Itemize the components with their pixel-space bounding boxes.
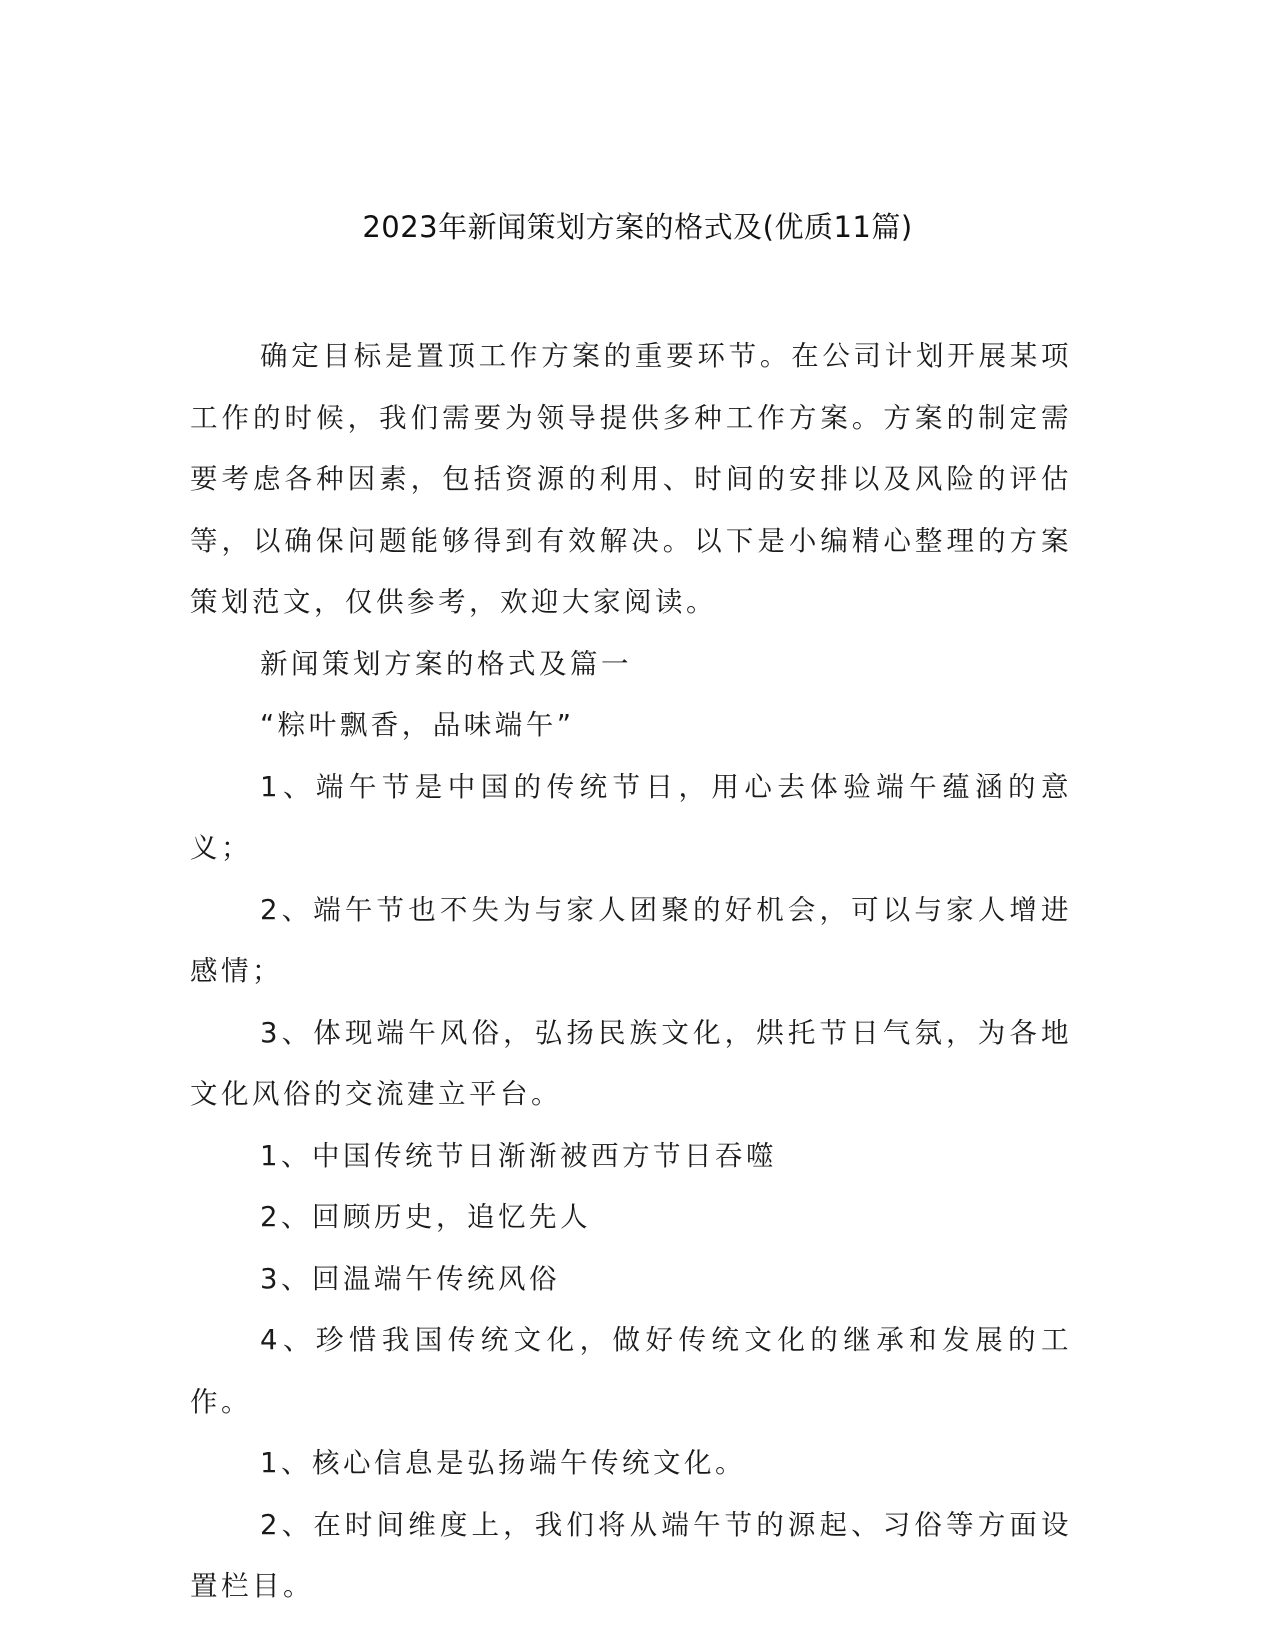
purpose-item-3: 3、体现端午风俗，弘扬民族文化，烘托节日气氛，为各地文化风俗的交流建立平台。 <box>190 1016 1072 1110</box>
background-item-1: 1、中国传统节日渐渐被西方节日吞噬 <box>260 1139 777 1172</box>
theme-line: “粽叶飘香，品味端午” <box>260 709 575 741</box>
background-item-4: 4、珍惜我国传统文化，做好传统文化的继承和发展的工作。 <box>190 1324 1072 1418</box>
intro-paragraph: 确定目标是置顶工作方案的重要环节。在公司计划开展某项工作的时候，我们需要为领导提供多种工作方案。方案的制定需要考虑各种因素，包括资源的利用、时间的安排以及风险的评估等，以确保问题能够得到有效解决。以下是小编精心整理的方案策划范文，仅供参考，欢迎大家阅读。 <box>190 340 1072 618</box>
purpose-item-2: 2、端午节也不失为与家人团聚的好机会，可以与家人增进感情； <box>190 893 1072 987</box>
document-title: 2023年新闻策划方案的格式及(优质11篇) <box>362 210 913 244</box>
document-body <box>190 326 1072 1618</box>
section-heading: 新闻策划方案的格式及篇一 <box>260 647 632 680</box>
strategy-item-2: 2、在时间维度上，我们将从端午节的源起、习俗等方面设置栏目。 <box>190 1508 1072 1602</box>
background-item-3: 3、回温端午传统风俗 <box>260 1262 560 1295</box>
purpose-item-1: 1、端午节是中国的传统节日，用心去体验端午蕴涵的意义； <box>190 770 1072 864</box>
strategy-item-1: 1、核心信息是弘扬端午传统文化。 <box>260 1447 746 1479</box>
background-item-2: 2、回顾历史，追忆先人 <box>260 1201 591 1233</box>
